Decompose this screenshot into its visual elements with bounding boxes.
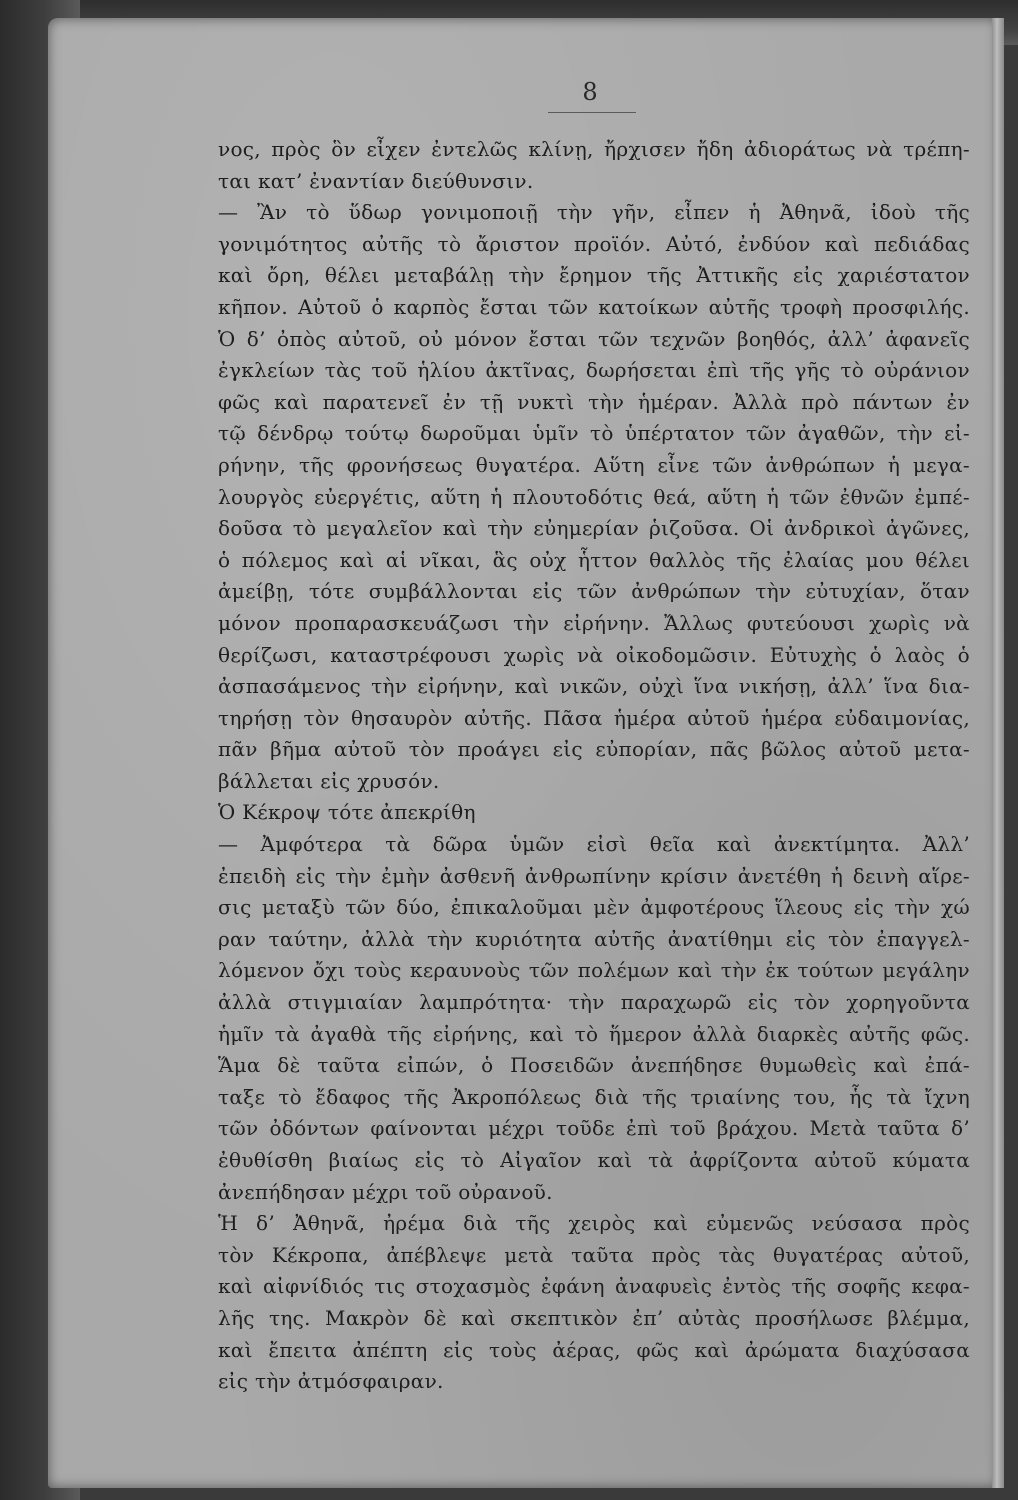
page-number-rule xyxy=(548,112,636,113)
text-line: θερίζωσι, καταστρέφουσι χωρὶς νὰ οἰκοδομῶσιν. Εὐτυχὴς ὁ λαὸς ὁ xyxy=(218,642,970,667)
text-line: φῶς καὶ παρατενεῖ ἐν τῇ νυκτὶ τὴν ἡμέραν. Ἀλλὰ πρὸ πάντων ἐν xyxy=(218,389,970,414)
text-line: ραν ταύτην, ἀλλὰ τὴν κυριότητα αὐτῆς ἀνατίθημι εἰς τὸν ἐπαγγελ- xyxy=(218,926,970,951)
text-line: σις μεταξὺ τῶν δύο, ἐπικαλοῦμαι μὲν ἀμφοτέρους ἵλεους εἰς τὴν χώ xyxy=(218,895,970,920)
text-line: κῆπον. Αὐτοῦ ὁ καρπὸς ἔσται τῶν κατοίκων αὐτῆς τροφὴ προσφιλής. xyxy=(218,294,970,319)
text-line: ἀμείβῃ, τότε συμβάλλονται εἰς τῶν ἀνθρώπων τὴν εὐτυχίαν, ὅταν xyxy=(218,579,970,604)
text-line: λόμενον ὄχι τοὺς κεραυνοὺς τῶν πολέμων καὶ τὴν ἐκ τούτων μεγάλην xyxy=(218,958,970,983)
text-line: Ἡ δ’ Ἀθηνᾶ, ἠρέμα διὰ τῆς χειρὸς καὶ εὐμενῶς νεύσασα πρὸς xyxy=(218,1211,970,1236)
text-line: ἐθυθίσθη βιαίως εἰς τὸ Αἰγαῖον καὶ τὰ ἀφρίζοντα αὐτοῦ κύματα xyxy=(218,1148,970,1172)
text-line: ἡμῖν τὰ ἀγαθὰ τῆς εἰρήνης, καὶ τὸ ἥμερον ἀλλὰ διαρκὲς αὐτῆς φῶς. xyxy=(218,1021,970,1046)
text-line: νος, πρὸς ὃν εἶχεν ἐντελῶς κλίνῃ, ἤρχισεν ἤδη ἀδιοράτως νὰ τρέπη- xyxy=(218,137,970,161)
text-line: βάλλεται εἰς χρυσόν. xyxy=(218,768,440,793)
page-edge xyxy=(992,18,1004,1488)
text-line: Ἅμα δὲ ταῦτα εἰπών, ὁ Ποσειδῶν ἀνεπήδησε θυμωθεὶς καὶ ἐπά- xyxy=(218,1053,970,1078)
text-line: ἀσπασάμενος τὴν εἰρήνην, καὶ νικῶν, οὐχὶ ἵνα νικήσῃ, ἀλλ’ ἵνα δια- xyxy=(218,674,970,699)
text-line: γονιμότητος αὐτῆς τὸ ἄριστον προϊόν. Αὐτό, ἐνδύον καὶ πεδιάδας xyxy=(218,231,970,256)
page-number: 8 xyxy=(582,78,598,106)
body-text xyxy=(218,134,970,1398)
text-line: τὸν Κέκροπα, ἀπέβλεψε μετὰ ταῦτα πρὸς τὰς θυγατέρας αὐτοῦ, xyxy=(218,1242,970,1267)
text-line: ἀλλὰ στιγμιαίαν λαμπρότητα· τὴν παραχωρῶ εἰς τὸν χορηγοῦντα xyxy=(218,990,970,1015)
text-line: καὶ ὄρη, θέλει μεταβάλῃ τὴν ἔρημον τῆς Ἀττικῆς εἰς χαριέστατον xyxy=(218,263,970,288)
text-line: πᾶν βῆμα αὐτοῦ τὸν προάγει εἰς εὐπορίαν, πᾶς βῶλος αὐτοῦ μετα- xyxy=(218,737,970,762)
text-line: ται κατ’ ἐναντίαν διεύθυνσιν. xyxy=(218,168,534,193)
text-line: μόνον προπαρασκευάζωσι τὴν εἰρήνην. Ἄλλως φυτεύουσι χωρὶς νὰ xyxy=(218,610,970,635)
text-line: — Ἂν τὸ ὕδωρ γονιμοποιῇ τὴν γῆν, εἶπεν ἡ Ἀθηνᾶ, ἰδοὺ τῆς xyxy=(218,200,970,225)
text-line: λουργὸς εὐεργέτις, αὕτη ἡ πλουτοδότις θεά, αὕτη ἡ τῶν ἐθνῶν ἐμπέ- xyxy=(218,484,970,509)
text-line: Ὁ Κέκροψ τότε ἀπεκρίθη xyxy=(218,800,476,825)
text-line: ταξε τὸ ἔδαφος τῆς Ἀκροπόλεως διὰ τῆς τριαίνης του, ἧς τὰ ἴχνη xyxy=(218,1084,970,1109)
text-line: ἐγκλείων τὰς τοῦ ἡλίου ἀκτῖνας, δωρήσεται ἐπὶ τῆς γῆς τὸ οὐράνιον xyxy=(218,358,970,383)
text-line: ἀνεπήδησαν μέχρι τοῦ οὐρανοῦ. xyxy=(218,1179,553,1204)
text-line: ἐπειδὴ εἰς τὴν ἐμὴν ἀσθενῆ ἀνθρωπίνην κρίσιν ἀνετέθη ἡ δεινὴ αἵρε- xyxy=(218,863,970,888)
text-line: τηρήσῃ τὸν θησαυρὸν αὐτῆς. Πᾶσα ἡμέρα αὐτοῦ ἡμέρα εὐδαιμονίας, xyxy=(218,705,970,730)
text-line: λῆς της. Μακρὸν δὲ καὶ σκεπτικὸν ἐπ’ αὐτὰς προσήλωσε βλέμμα, xyxy=(218,1305,970,1330)
text-line: καὶ αἰφνίδιός τις στοχασμὸς ἐφάνη ἀναφυεὶς ἐντὸς τῆς σοφῆς κεφα- xyxy=(218,1274,970,1299)
text-line: ὁ πόλεμος καὶ αἱ νῖκαι, ἃς οὐχ ἧττον θαλλὸς τῆς ἐλαίας μου θέλει xyxy=(218,547,970,572)
text-line: τῶν ὀδόντων φαίνονται μέχρι τοῦδε ἐπὶ τοῦ βράχου. Μετὰ ταῦτα δ’ xyxy=(218,1116,970,1141)
text-line: δοῦσα τὸ μεγαλεῖον καὶ τὴν εὐημερίαν ῥιζοῦσα. Οἱ ἀνδρικοὶ ἀγῶνες, xyxy=(218,516,970,541)
text-line: καὶ ἔπειτα ἀπέπτη εἰς τοὺς ἀέρας, φῶς καὶ ἀρώματα διαχύσασα xyxy=(218,1337,970,1362)
text-line: τῷ δένδρῳ τούτῳ δωροῦμαι ὑμῖν τὸ ὑπέρτατον τῶν ἀγαθῶν, τὴν εἰ- xyxy=(218,421,970,446)
text-line: Ὁ δ’ ὀπὸς αὐτοῦ, οὐ μόνον ἔσται τῶν τεχνῶν βοηθός, ἀλλ’ ἀφανεῖς xyxy=(218,326,970,351)
text-line: εἰς τὴν ἀτμόσφαιραν. xyxy=(218,1369,444,1394)
text-line: — Ἀμφότερα τὰ δῶρα ὑμῶν εἰσὶ θεῖα καὶ ἀνεκτίμητα. Ἀλλ’ xyxy=(218,832,970,857)
text-line: ρήνην, τῆς φρονήσεως θυγατέρα. Αὕτη εἶνε τῶν ἀνθρώπων ἡ μεγα- xyxy=(218,452,970,477)
